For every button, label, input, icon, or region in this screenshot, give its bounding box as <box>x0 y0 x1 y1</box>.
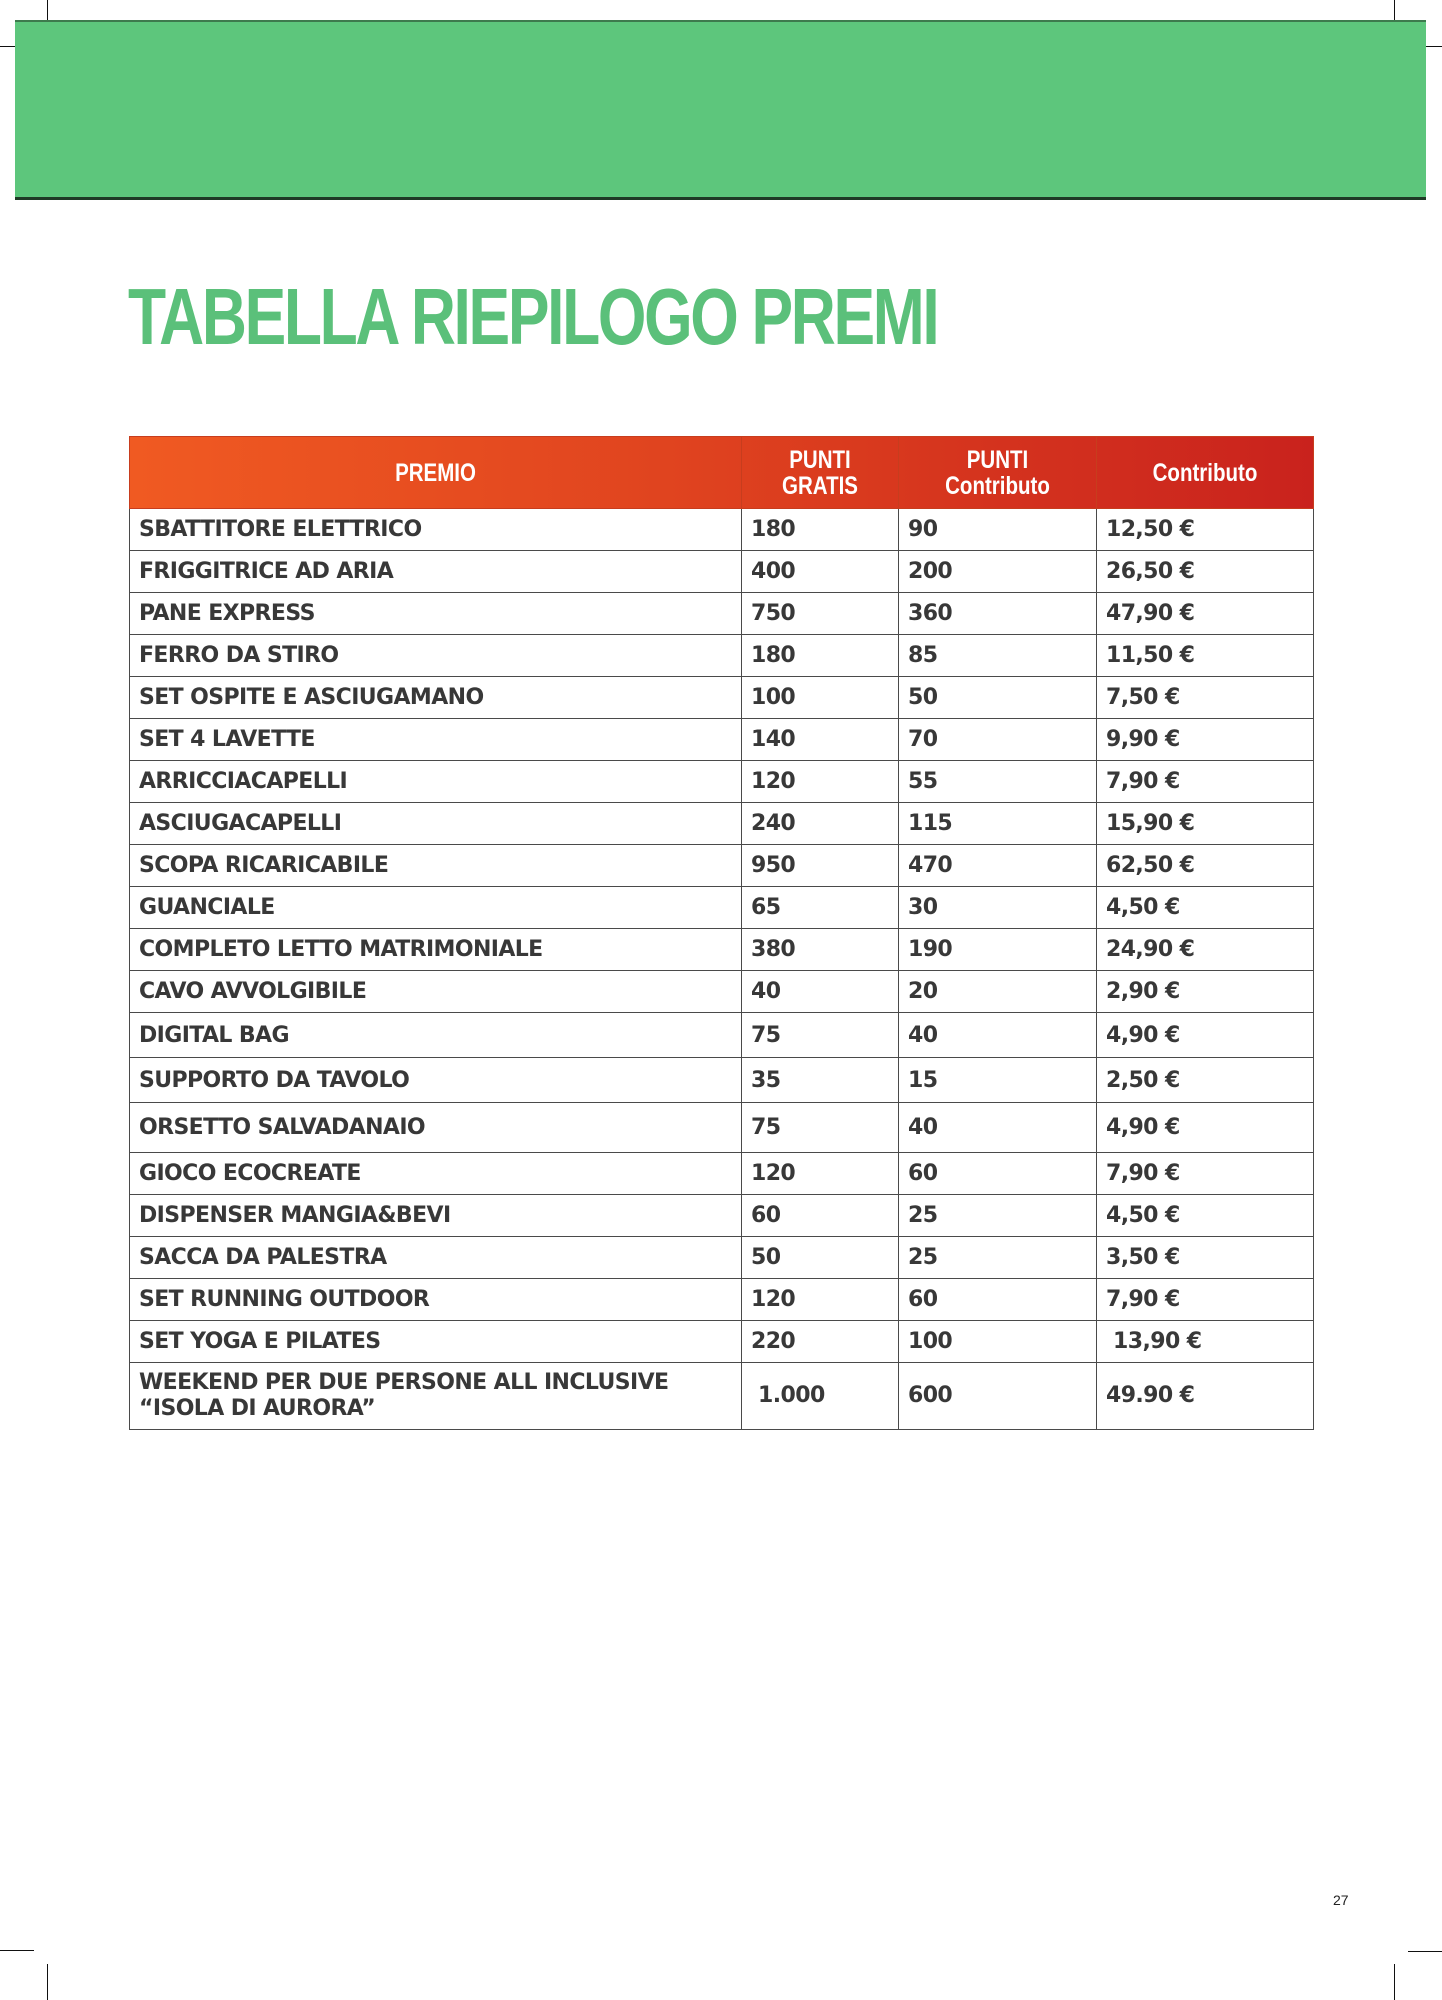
cell-premio: SUPPORTO DA TAVOLO <box>130 1058 742 1103</box>
cell-punti-contributo: 90 <box>899 509 1097 551</box>
cell-premio: FERRO DA STIRO <box>130 635 742 677</box>
cell-premio: SBATTITORE ELETTRICO <box>130 509 742 551</box>
cell-punti-gratis: 120 <box>742 761 899 803</box>
cell-punti-contributo: 30 <box>899 887 1097 929</box>
cell-contributo: 7,90 € <box>1097 1153 1314 1195</box>
table-row <box>130 677 1314 719</box>
cell-contributo: 4,50 € <box>1097 887 1314 929</box>
cell-premio: DIGITAL BAG <box>130 1013 742 1058</box>
cell-contributo: 15,90 € <box>1097 803 1314 845</box>
table-row <box>130 1279 1314 1321</box>
cell-punti-contributo: 60 <box>899 1279 1097 1321</box>
cell-contributo: 47,90 € <box>1097 593 1314 635</box>
cell-punti-gratis: 120 <box>742 1279 899 1321</box>
cell-premio: GIOCO ECOCREATE <box>130 1153 742 1195</box>
cell-punti-gratis: 75 <box>742 1103 899 1153</box>
table-row <box>130 551 1314 593</box>
crop-mark <box>0 1950 34 1951</box>
cell-contributo: 3,50 € <box>1097 1237 1314 1279</box>
cell-contributo: 13,90 € <box>1097 1321 1314 1363</box>
table-row <box>130 887 1314 929</box>
cell-contributo: 7,90 € <box>1097 761 1314 803</box>
cell-premio: CAVO AVVOLGIBILE <box>130 971 742 1013</box>
table-row <box>130 1237 1314 1279</box>
cell-punti-gratis: 1.000 <box>742 1363 899 1430</box>
cell-premio: SCOPA RICARICABILE <box>130 845 742 887</box>
cell-punti-contributo: 70 <box>899 719 1097 761</box>
table-row <box>130 803 1314 845</box>
header-punti-contributo: PUNTI Contributo <box>899 437 1097 509</box>
cell-punti-gratis: 220 <box>742 1321 899 1363</box>
crop-mark <box>47 1964 48 2000</box>
cell-punti-contributo: 190 <box>899 929 1097 971</box>
cell-contributo: 62,50 € <box>1097 845 1314 887</box>
cell-punti-gratis: 180 <box>742 635 899 677</box>
cell-punti-contributo: 50 <box>899 677 1097 719</box>
cell-punti-gratis: 65 <box>742 887 899 929</box>
cell-punti-contributo: 25 <box>899 1195 1097 1237</box>
cell-contributo: 7,90 € <box>1097 1279 1314 1321</box>
cell-premio: SET OSPITE E ASCIUGAMANO <box>130 677 742 719</box>
cell-premio: ASCIUGACAPELLI <box>130 803 742 845</box>
table-row <box>130 1103 1314 1153</box>
cell-premio: PANE EXPRESS <box>130 593 742 635</box>
page-title: TABELLA RIEPILOGO PREMI <box>128 272 938 361</box>
cell-punti-contributo: 60 <box>899 1153 1097 1195</box>
cell-punti-contributo: 200 <box>899 551 1097 593</box>
header-banner <box>15 20 1426 200</box>
cell-premio: ARRICCIACAPELLI <box>130 761 742 803</box>
cell-premio: COMPLETO LETTO MATRIMONIALE <box>130 929 742 971</box>
cell-punti-contributo: 40 <box>899 1103 1097 1153</box>
cell-contributo: 11,50 € <box>1097 635 1314 677</box>
cell-contributo: 2,90 € <box>1097 971 1314 1013</box>
cell-punti-gratis: 120 <box>742 1153 899 1195</box>
table-row <box>130 1153 1314 1195</box>
cell-contributo: 24,90 € <box>1097 929 1314 971</box>
cell-punti-gratis: 40 <box>742 971 899 1013</box>
table-header-row <box>130 437 1314 509</box>
cell-punti-gratis: 750 <box>742 593 899 635</box>
crop-mark <box>1408 1951 1442 1952</box>
table-row <box>130 509 1314 551</box>
cell-contributo: 4,50 € <box>1097 1195 1314 1237</box>
table-row <box>130 971 1314 1013</box>
cell-premio: GUANCIALE <box>130 887 742 929</box>
cell-punti-gratis: 100 <box>742 677 899 719</box>
cell-punti-contributo: 55 <box>899 761 1097 803</box>
cell-punti-gratis: 140 <box>742 719 899 761</box>
table-row <box>130 635 1314 677</box>
cell-punti-gratis: 75 <box>742 1013 899 1058</box>
table-row <box>130 1363 1314 1430</box>
cell-premio: WEEKEND PER DUE PERSONE ALL INCLUSIVE “ISOLA DI AURORA” <box>130 1363 742 1430</box>
cell-contributo: 2,50 € <box>1097 1058 1314 1103</box>
cell-contributo: 12,50 € <box>1097 509 1314 551</box>
cell-punti-gratis: 380 <box>742 929 899 971</box>
cell-punti-contributo: 360 <box>899 593 1097 635</box>
cell-punti-gratis: 950 <box>742 845 899 887</box>
cell-punti-contributo: 25 <box>899 1237 1097 1279</box>
cell-punti-gratis: 60 <box>742 1195 899 1237</box>
table-row <box>130 1058 1314 1103</box>
cell-punti-gratis: 240 <box>742 803 899 845</box>
table-row <box>130 719 1314 761</box>
cell-premio: SACCA DA PALESTRA <box>130 1237 742 1279</box>
table-row <box>130 761 1314 803</box>
cell-premio: FRIGGITRICE AD ARIA <box>130 551 742 593</box>
table-row <box>130 593 1314 635</box>
table-row <box>130 1013 1314 1058</box>
header-punti-gratis: PUNTI GRATIS <box>742 437 899 509</box>
cell-contributo: 4,90 € <box>1097 1013 1314 1058</box>
prize-summary-table <box>129 436 1314 1430</box>
cell-punti-contributo: 470 <box>899 845 1097 887</box>
cell-contributo: 49.90 € <box>1097 1363 1314 1430</box>
cell-premio: SET RUNNING OUTDOOR <box>130 1279 742 1321</box>
cell-punti-gratis: 180 <box>742 509 899 551</box>
cell-premio: SET 4 LAVETTE <box>130 719 742 761</box>
cell-punti-gratis: 35 <box>742 1058 899 1103</box>
table-row <box>130 1321 1314 1363</box>
table-row <box>130 845 1314 887</box>
cell-contributo: 4,90 € <box>1097 1103 1314 1153</box>
table-row <box>130 1195 1314 1237</box>
cell-punti-gratis: 50 <box>742 1237 899 1279</box>
cell-contributo: 7,50 € <box>1097 677 1314 719</box>
cell-premio: SET YOGA E PILATES <box>130 1321 742 1363</box>
page-number: 27 <box>1333 1892 1349 1908</box>
cell-punti-contributo: 15 <box>899 1058 1097 1103</box>
cell-contributo: 26,50 € <box>1097 551 1314 593</box>
cell-premio: ORSETTO SALVADANAIO <box>130 1103 742 1153</box>
cell-premio: DISPENSER MANGIA&BEVI <box>130 1195 742 1237</box>
cell-punti-contributo: 100 <box>899 1321 1097 1363</box>
cell-punti-contributo: 40 <box>899 1013 1097 1058</box>
header-premio: PREMIO <box>130 437 742 509</box>
cell-punti-contributo: 20 <box>899 971 1097 1013</box>
cell-punti-contributo: 600 <box>899 1363 1097 1430</box>
crop-mark <box>1394 1964 1395 2000</box>
cell-punti-contributo: 85 <box>899 635 1097 677</box>
cell-punti-gratis: 400 <box>742 551 899 593</box>
header-contributo: Contributo <box>1097 437 1314 509</box>
cell-contributo: 9,90 € <box>1097 719 1314 761</box>
cell-punti-contributo: 115 <box>899 803 1097 845</box>
table-row <box>130 929 1314 971</box>
